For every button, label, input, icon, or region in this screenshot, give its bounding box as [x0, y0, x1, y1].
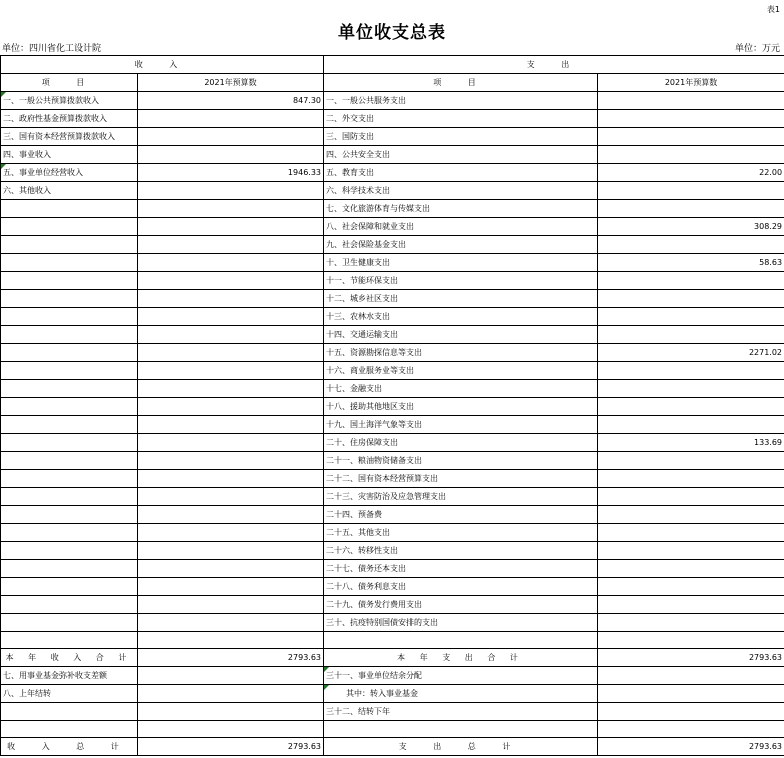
income-value — [138, 362, 324, 380]
unit-name: 单位：四川省化工设计院 — [2, 44, 102, 54]
expense-value — [598, 685, 784, 703]
expense-value — [598, 667, 784, 685]
expense-item: 十四、交通运输支出 — [324, 326, 598, 344]
table-row — [1, 362, 784, 380]
table-number: 表1 — [766, 5, 780, 14]
table-row — [1, 506, 784, 524]
income-value — [138, 218, 324, 236]
table-row — [1, 596, 784, 614]
income-value — [138, 560, 324, 578]
expense-item: 十八、援助其他地区支出 — [324, 398, 598, 416]
expense-value — [598, 614, 784, 632]
table-row — [1, 182, 784, 200]
table-row — [1, 344, 784, 362]
year-expense-total-value: 2793.63 — [598, 649, 784, 667]
table-row — [1, 308, 784, 326]
income-item — [1, 506, 138, 524]
table-row — [1, 326, 784, 344]
expense-section-header: 支 出 — [324, 56, 784, 74]
income-value — [138, 506, 324, 524]
expense-item: 二十七、债务还本支出 — [324, 560, 598, 578]
income-value — [138, 236, 324, 254]
income-value — [138, 685, 324, 703]
expense-value: 2271.02 — [598, 344, 784, 362]
income-item — [1, 434, 138, 452]
table-row — [1, 128, 784, 146]
year-income-total-value: 2793.63 — [138, 649, 324, 667]
expense-item: 二十一、粮油物资储备支出 — [324, 452, 598, 470]
budget-table — [0, 55, 784, 756]
table-row — [1, 200, 784, 218]
expense-item: 四、公共安全支出 — [324, 146, 598, 164]
income-item — [1, 416, 138, 434]
expense-value — [598, 272, 784, 290]
year-total-row — [1, 649, 784, 667]
blank-cell — [138, 632, 324, 649]
blank-cell — [598, 721, 784, 738]
expense-value — [598, 596, 784, 614]
table-row — [1, 488, 784, 506]
expense-item: 二、外交支出 — [324, 110, 598, 128]
income-item — [1, 542, 138, 560]
expense-value — [598, 416, 784, 434]
expense-item: 十、卫生健康支出 — [324, 254, 598, 272]
expense-item: 三、国防支出 — [324, 128, 598, 146]
income-item: 八、上年结转 — [1, 685, 138, 703]
income-section-header: 收 入 — [1, 56, 324, 74]
income-item: 三、国有资本经营预算拨款收入 — [1, 128, 138, 146]
income-value — [138, 110, 324, 128]
expense-item: 二十三、灾害防治及应急管理支出 — [324, 488, 598, 506]
income-value — [138, 614, 324, 632]
expense-item: 二十二、国有资本经营预算支出 — [324, 470, 598, 488]
expense-item: 六、科学技术支出 — [324, 182, 598, 200]
income-value — [138, 182, 324, 200]
expense-item-header: 项 目 — [324, 74, 598, 92]
expense-value — [598, 452, 784, 470]
page-title: 单位收支总表 — [338, 23, 446, 43]
income-budget-header: 2021年预算数 — [138, 74, 324, 92]
expense-item: 十二、城乡社区支出 — [324, 290, 598, 308]
blank-row — [1, 721, 784, 738]
income-value — [138, 380, 324, 398]
income-value — [138, 416, 324, 434]
income-value — [138, 434, 324, 452]
income-item — [1, 344, 138, 362]
table-row — [1, 614, 784, 632]
expense-value — [598, 506, 784, 524]
expense-item: 一、一般公共服务支出 — [324, 92, 598, 110]
table-row — [1, 272, 784, 290]
expense-item: 八、社会保障和就业支出 — [324, 218, 598, 236]
income-value — [138, 308, 324, 326]
income-item — [1, 362, 138, 380]
income-value — [138, 146, 324, 164]
income-item — [1, 236, 138, 254]
table-row — [1, 434, 784, 452]
grand-total-row — [1, 738, 784, 756]
income-value — [138, 398, 324, 416]
income-value — [138, 452, 324, 470]
income-item — [1, 470, 138, 488]
income-item — [1, 398, 138, 416]
expense-item: 其中：转入事业基金 — [324, 685, 598, 703]
table-row — [1, 560, 784, 578]
income-value — [138, 703, 324, 721]
income-value — [138, 254, 324, 272]
expense-item: 十一、节能环保支出 — [324, 272, 598, 290]
table-row — [1, 578, 784, 596]
blank-cell — [138, 721, 324, 738]
income-item — [1, 272, 138, 290]
expense-item: 二十六、转移性支出 — [324, 542, 598, 560]
income-item: 四、事业收入 — [1, 146, 138, 164]
expense-value — [598, 560, 784, 578]
expense-value: 58.63 — [598, 254, 784, 272]
expense-value — [598, 524, 784, 542]
expense-item: 五、教育支出 — [324, 164, 598, 182]
table-row — [1, 524, 784, 542]
income-item — [1, 326, 138, 344]
table-row — [1, 667, 784, 685]
unit-amount: 单位：万元 — [734, 44, 780, 54]
expense-item: 二十、住房保障支出 — [324, 434, 598, 452]
column-header-row — [1, 74, 784, 92]
expense-item: 三十二、结转下年 — [324, 703, 598, 721]
expense-item: 九、社会保险基金支出 — [324, 236, 598, 254]
expense-item: 二十八、债务利息支出 — [324, 578, 598, 596]
year-income-total-label: 本 年 收 入 合 计 — [1, 649, 138, 667]
expense-item: 三十一、事业单位结余分配 — [324, 667, 598, 685]
expense-value — [598, 362, 784, 380]
income-value — [138, 524, 324, 542]
income-value — [138, 128, 324, 146]
expense-item: 二十九、债务发行费用支出 — [324, 596, 598, 614]
income-item — [1, 308, 138, 326]
expense-value — [598, 92, 784, 110]
income-item: 二、政府性基金预算拨款收入 — [1, 110, 138, 128]
income-value — [138, 667, 324, 685]
income-value — [138, 344, 324, 362]
expense-item: 二十五、其他支出 — [324, 524, 598, 542]
income-value — [138, 578, 324, 596]
income-item — [1, 560, 138, 578]
blank-cell — [1, 632, 138, 649]
income-item-header: 项 目 — [1, 74, 138, 92]
year-expense-total-label: 本 年 支 出 合 计 — [324, 649, 598, 667]
expense-value: 308.29 — [598, 218, 784, 236]
expense-value — [598, 308, 784, 326]
table-row — [1, 164, 784, 182]
table-row — [1, 92, 784, 110]
income-item — [1, 596, 138, 614]
expense-value — [598, 110, 784, 128]
expense-value — [598, 146, 784, 164]
expense-item: 十九、国土海洋气象等支出 — [324, 416, 598, 434]
grand-expense-total-value: 2793.63 — [598, 738, 784, 756]
income-value — [138, 290, 324, 308]
income-value — [138, 542, 324, 560]
income-item — [1, 290, 138, 308]
table-row — [1, 146, 784, 164]
expense-value: 22.00 — [598, 164, 784, 182]
expense-value — [598, 703, 784, 721]
income-item — [1, 578, 138, 596]
expense-value — [598, 380, 784, 398]
table-row — [1, 452, 784, 470]
expense-value: 133.69 — [598, 434, 784, 452]
expense-value — [598, 128, 784, 146]
income-value — [138, 488, 324, 506]
grand-income-total-label: 收 入 总 计 — [1, 738, 138, 756]
expense-value — [598, 182, 784, 200]
income-item — [1, 703, 138, 721]
income-item: 一、一般公共预算拨款收入 — [1, 92, 138, 110]
expense-item: 十六、商业服务业等支出 — [324, 362, 598, 380]
table-row — [1, 685, 784, 703]
expense-value — [598, 236, 784, 254]
table-row — [1, 218, 784, 236]
income-item — [1, 254, 138, 272]
income-item — [1, 524, 138, 542]
expense-item: 三十、抗疫特别国债安排的支出 — [324, 614, 598, 632]
expense-item: 十三、农林水支出 — [324, 308, 598, 326]
table-row — [1, 416, 784, 434]
income-item — [1, 218, 138, 236]
expense-value — [598, 200, 784, 218]
income-item: 五、事业单位经营收入 — [1, 164, 138, 182]
table-row — [1, 254, 784, 272]
income-item: 六、其他收入 — [1, 182, 138, 200]
income-value — [138, 272, 324, 290]
expense-item: 十七、金融支出 — [324, 380, 598, 398]
table-row — [1, 290, 784, 308]
table-row — [1, 542, 784, 560]
income-value: 847.30 — [138, 92, 324, 110]
income-value — [138, 326, 324, 344]
blank-row — [1, 632, 784, 649]
expense-value — [598, 542, 784, 560]
table-row — [1, 398, 784, 416]
expense-value — [598, 326, 784, 344]
blank-cell — [1, 721, 138, 738]
table-row — [1, 236, 784, 254]
expense-value — [598, 290, 784, 308]
expense-item: 二十四、预备费 — [324, 506, 598, 524]
income-value — [138, 470, 324, 488]
expense-value — [598, 578, 784, 596]
expense-value — [598, 470, 784, 488]
expense-budget-header: 2021年预算数 — [598, 74, 784, 92]
grand-income-total-value: 2793.63 — [138, 738, 324, 756]
income-item — [1, 380, 138, 398]
income-item — [1, 614, 138, 632]
table-row — [1, 110, 784, 128]
income-item — [1, 488, 138, 506]
blank-cell — [324, 721, 598, 738]
table-row — [1, 703, 784, 721]
blank-cell — [598, 632, 784, 649]
table-row — [1, 380, 784, 398]
section-header-row — [1, 56, 784, 74]
expense-item: 十五、资源勘探信息等支出 — [324, 344, 598, 362]
income-value: 1946.33 — [138, 164, 324, 182]
expense-value — [598, 488, 784, 506]
blank-cell — [324, 632, 598, 649]
income-value — [138, 596, 324, 614]
income-item — [1, 452, 138, 470]
table-body — [1, 56, 784, 756]
expense-value — [598, 398, 784, 416]
income-value — [138, 200, 324, 218]
expense-item: 七、文化旅游体育与传媒支出 — [324, 200, 598, 218]
table-row — [1, 470, 784, 488]
income-item — [1, 200, 138, 218]
grand-expense-total-label: 支 出 总 计 — [324, 738, 598, 756]
income-item: 七、用事业基金弥补收支差额 — [1, 667, 138, 685]
